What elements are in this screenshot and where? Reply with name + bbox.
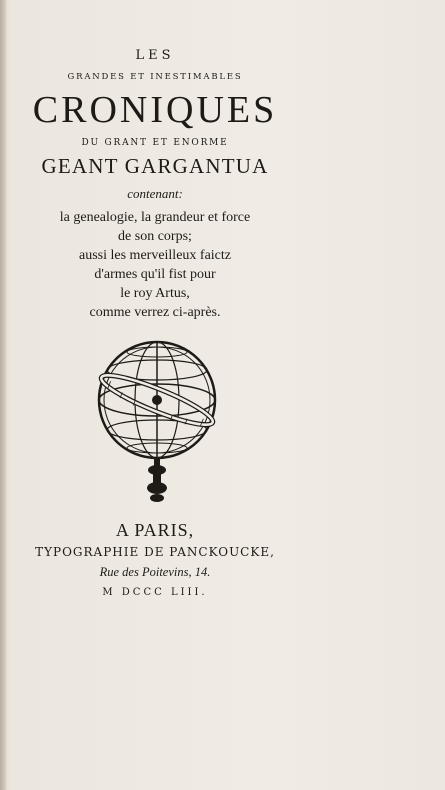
title-les: LES xyxy=(135,48,175,63)
body-line: comme verrez ci-après. xyxy=(89,305,221,320)
armillary-sphere-icon xyxy=(92,338,222,506)
imprint-city: A PARIS, xyxy=(115,520,195,540)
imprint-year: M DCCC LIII. xyxy=(102,587,208,598)
body-line: de son corps; xyxy=(118,229,192,244)
imprint-street: Rue des Poitevins, 14. xyxy=(99,565,211,579)
imprint-printer: TYPOGRAPHIE DE PANCKOUCKE, xyxy=(35,545,275,559)
body-line: la genealogie, la grandeur et force xyxy=(59,210,251,225)
title-grandes: GRANDES ET INESTIMABLES xyxy=(67,72,243,82)
title-contenant: contenant: xyxy=(127,186,183,201)
body-line: le roy Artus, xyxy=(120,286,190,301)
title-croniques: CRONIQUES xyxy=(32,89,278,131)
title-geant: GEANT GARGANTUA xyxy=(41,154,269,178)
title-grant: DU GRANT ET ENORME xyxy=(81,138,229,148)
body-line: aussi les merveilleux faictz xyxy=(79,248,231,263)
body-line: d'armes qu'il fist pour xyxy=(94,267,216,282)
